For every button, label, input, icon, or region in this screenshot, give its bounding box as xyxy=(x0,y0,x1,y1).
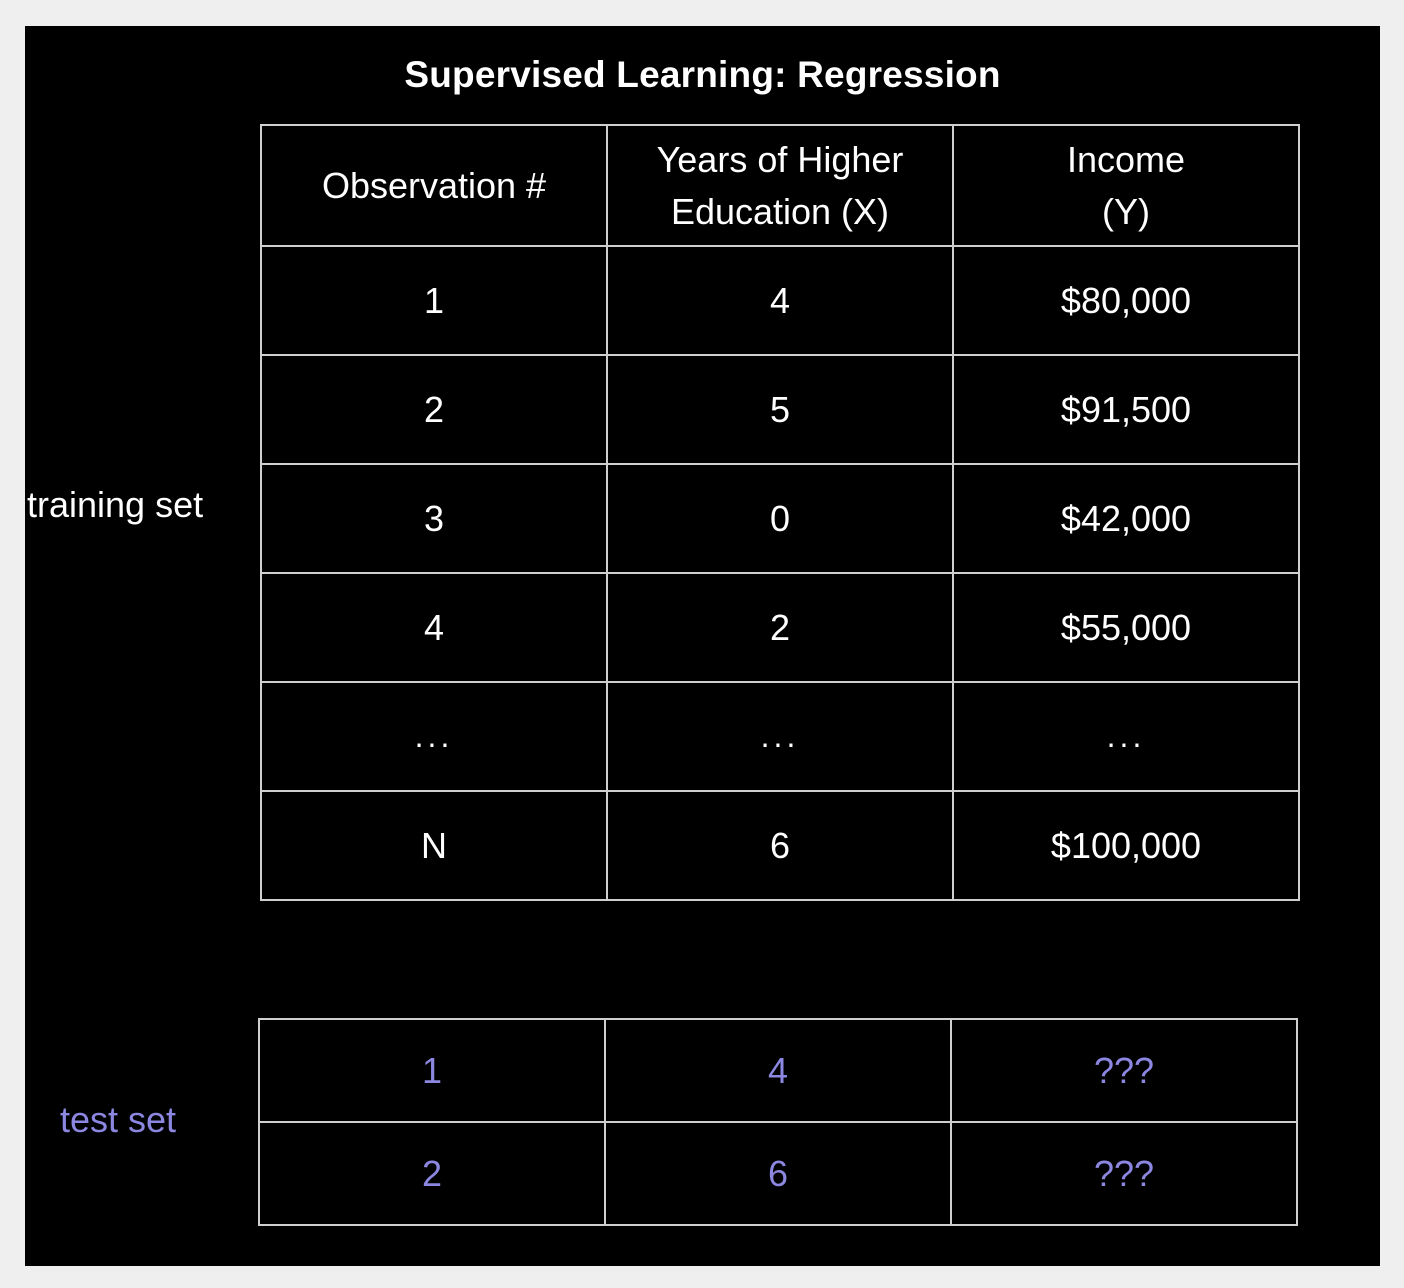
table-row-ellipsis xyxy=(261,682,1299,791)
cell-income: $91,500 xyxy=(953,355,1299,464)
table-row xyxy=(261,246,1299,355)
cell-income-ellipsis: ... xyxy=(953,682,1299,791)
header-observation xyxy=(261,125,607,246)
table-row xyxy=(261,355,1299,464)
cell-income: $55,000 xyxy=(953,573,1299,682)
cell-years: 4 xyxy=(607,246,953,355)
cell-years-ellipsis: ... xyxy=(607,682,953,791)
cell-observation: 3 xyxy=(261,464,607,573)
cell-years: 6 xyxy=(605,1122,951,1225)
cell-observation: 1 xyxy=(259,1019,605,1122)
cell-years: 5 xyxy=(607,355,953,464)
cell-observation-ellipsis: ... xyxy=(261,682,607,791)
cell-years: 4 xyxy=(605,1019,951,1122)
slide-title: Supervised Learning: Regression xyxy=(404,54,1001,95)
cell-years: 6 xyxy=(607,791,953,900)
cell-observation: 4 xyxy=(261,573,607,682)
test-set-label: test set xyxy=(60,1099,177,1140)
cell-observation: N xyxy=(261,791,607,900)
cell-observation: 1 xyxy=(261,246,607,355)
table-header-row xyxy=(261,125,1299,246)
cell-years: 0 xyxy=(607,464,953,573)
test-table xyxy=(258,1018,1298,1226)
cell-income: $80,000 xyxy=(953,246,1299,355)
table-row xyxy=(259,1122,1297,1225)
table-row xyxy=(261,791,1299,900)
table-row xyxy=(261,573,1299,682)
cell-income: $100,000 xyxy=(953,791,1299,900)
cell-observation: 2 xyxy=(259,1122,605,1225)
table-row xyxy=(261,464,1299,573)
cell-income-unknown: ??? xyxy=(951,1122,1297,1225)
header-income xyxy=(953,125,1299,246)
cell-observation: 2 xyxy=(261,355,607,464)
training-table xyxy=(260,124,1300,901)
header-observation-text: Observation # xyxy=(321,164,547,206)
training-set-label: training set xyxy=(27,484,204,525)
header-income-line2: (Y) xyxy=(1102,190,1150,232)
header-income-line1: Income xyxy=(1066,138,1186,180)
header-years-line1: Years of Higher xyxy=(656,138,904,180)
cell-years: 2 xyxy=(607,573,953,682)
header-years-line2: Education (X) xyxy=(670,190,890,232)
cell-income: $42,000 xyxy=(953,464,1299,573)
table-row xyxy=(259,1019,1297,1122)
cell-income-unknown: ??? xyxy=(951,1019,1297,1122)
slide xyxy=(25,26,1380,1266)
header-years-education xyxy=(607,125,953,246)
